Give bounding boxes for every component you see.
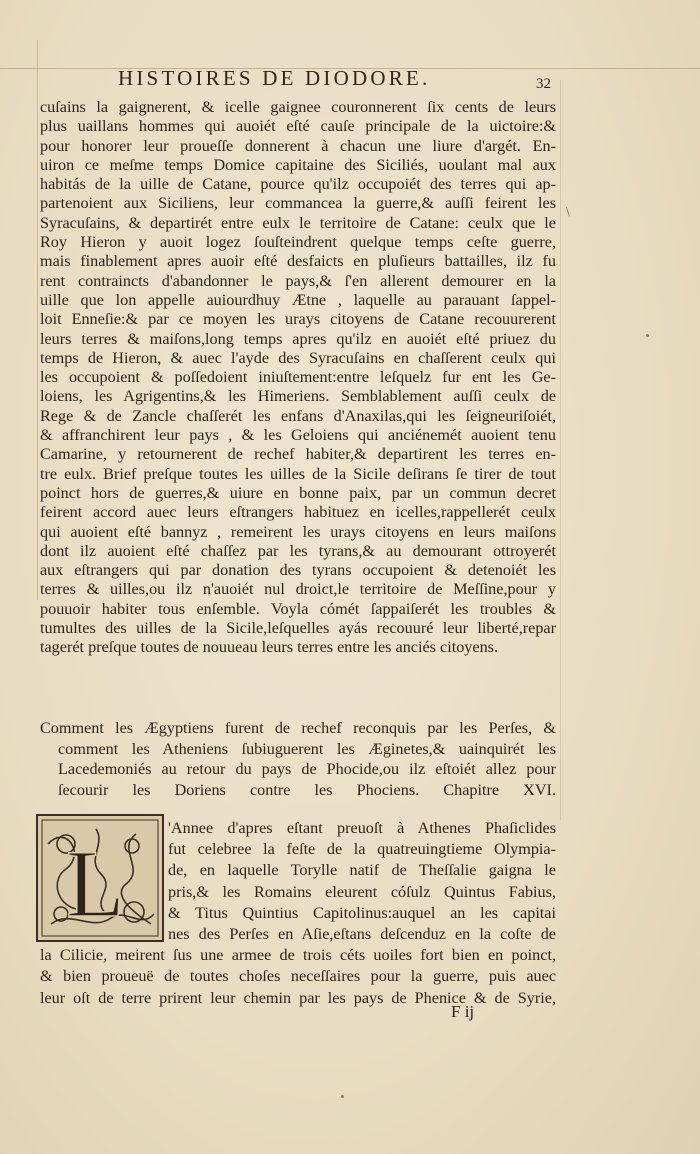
text-line: tagerét preſque toutes de nouueau leurs terres entre les anciés citoyens.: [40, 638, 499, 657]
heading-line: ſecourir les Doriens contre les Phociens. Chapitre XVI.: [58, 780, 556, 799]
text-line: tre eulx. Brief preſque toutes les uilles de la Sicile deſirans ſe tirer de tout: [40, 464, 556, 483]
text-line: tumultes des uilles de la Sicile,leſquelles ayás recouuré leur liberté,repar: [40, 619, 556, 638]
text-line: Syracuſains, & departirét entre eulx le territoire de Catane: ceulx que le: [40, 213, 556, 232]
text-line: de, en laquelle Torylle natif de Theſſalie gaigna le: [168, 861, 556, 880]
text-line: la Cilicie, meirent ſus une armee de trois céts uoiles fort bien en poinct,: [40, 946, 556, 965]
body-paragraph: [40, 98, 556, 658]
heading-line: comment les Atheniens ſubiuguerent les Æginetes,& uainquirét les: [58, 739, 556, 758]
text-line: feirent accord auec leurs eſtrangers habituez en icelles,rappellerét ceulx: [40, 503, 556, 522]
folio-number: 32: [536, 76, 551, 92]
text-line: uiron ce meſme temps Domice capitaine des Siciliés, uoulant mal aux: [40, 155, 556, 174]
text-line: les occupoient & poſſedoient iniuſtement:entre leſquelz fur ent les Ge-: [40, 368, 556, 387]
text-line: loit Enneſie:& par ce moyen les urays citoyens de Catane recouurerent: [40, 310, 556, 329]
text-line: temps de Hieron, & auec l'ayde des Syracuſains en chaſſerent ceulx qui: [40, 348, 556, 367]
text-line: pris,& les Romains eleurent cóſulz Quintus Fabius,: [168, 882, 556, 901]
text-line: pour honorer leur proueſſe donnerent à chacun une liure d'argét. En-: [40, 136, 556, 155]
heading-line: Comment les Ægyptiens furent de rechef reconquis par les Perſes, &: [40, 719, 556, 737]
margin-mark: \: [566, 205, 570, 218]
paper-speck: [341, 1095, 344, 1098]
text-line: 'Annee d'apres eſtant preuoſt à Athenes Phaſiclides: [168, 819, 556, 837]
text-line: rent contraincts d'abandonner le pays,& ſ'en allerent demourer en la: [40, 271, 556, 290]
text-line: Rege & de Zancle chaſſerét les enfans d'Anaxilas,qui les ſeigneuriſoiét,: [40, 406, 556, 425]
text-line: partenoient aux Siciliens, leur commancea la guerre,& auſſi feirent les: [40, 194, 556, 213]
text-line: loiens, les Agrigentins,& les Himeriens. Semblablement auſſi ceulx de: [40, 387, 556, 406]
ruled-line-vertical: [37, 40, 38, 600]
text-line: Roy Hieron y auoit logez ſouſteindrent quelque temps ceſte guerre,: [40, 233, 556, 252]
text-line: aux eſtrangers qui par donation des tyrans occupoient & detenoiét les: [40, 561, 556, 580]
text-line: plus uaillans hommes qui auoiét eſté cauſe principale de la uictoire:&: [40, 117, 556, 136]
text-line: poinct hors de guerres,& uiure en bonne paix, par un commun decret: [40, 483, 556, 502]
text-line: cuſains la gaignerent, & icelle gaignee couronnerent ſix cents de leurs: [40, 98, 556, 116]
text-line: Camarine, y retournerent de rechef habiter,& departirent les terres en-: [40, 445, 556, 464]
text-line: leurs terres & maiſons,long temps apres qu'ilz en auoiét eſté priuez du: [40, 329, 556, 348]
paper-speck: [646, 334, 649, 337]
ruled-line-vertical-right: [560, 80, 561, 820]
running-title: HISTOIRES DE DIODORE.: [118, 66, 431, 90]
heading-line: Lacedemoniés au retour du pays de Phocide,ou ilz eſtoiét allez pour: [58, 760, 556, 778]
text-line: terres & uilles,ou ilz n'auoiét nul droict,le territoire de Meſſine,pour y: [40, 580, 556, 599]
text-line: pouuoir habiter tous enſemble. Voyla cómét ſappaiſerét les troubles &: [40, 599, 556, 618]
text-line: qui auoient eſté bannyz , remeirent les urays citoyens en leurs maiſons: [40, 522, 556, 541]
text-line: & affranchirent leur pays , & les Geloiens qui anciénemét auoient tenu: [40, 426, 556, 445]
text-line: & Titus Quintius Capitolinus:auquel an les capitai: [168, 903, 556, 922]
svg-text:L: L: [66, 830, 125, 937]
text-line: habitás de la uille de Catane, pource qu'ilz occupoiét des terres qui ap-: [40, 175, 556, 194]
text-line: nes des Perſes en Aſie,eſtans deſcenduz en la coſte de: [168, 925, 556, 944]
text-line: dont ilz auoient eſté chaſſez par les tyrans,& au demourant ottroyerét: [40, 541, 556, 560]
text-line: leur oſt de terre prirent leur chemin par les pays de Phenice & de Syrie,: [40, 988, 556, 1007]
text-line: & bien proueuë de toutes choſes neceſſaires pour la guerre, puis auec: [40, 967, 556, 986]
text-line: fut celebree la feſte de la quatreuingtieme Olympia-: [168, 840, 556, 859]
chapter-heading: [40, 718, 556, 800]
text-line: uille que lon appelle auiourdhuy Ætne , laquelle au parauant ſappel-: [40, 290, 556, 309]
signature-mark: F ij: [451, 1002, 475, 1021]
text-line: mais finablement apres auoir eſté desfaicts en pluſieurs battailles, ilz fu: [40, 252, 556, 271]
chapter-opening-text: [40, 818, 556, 1009]
